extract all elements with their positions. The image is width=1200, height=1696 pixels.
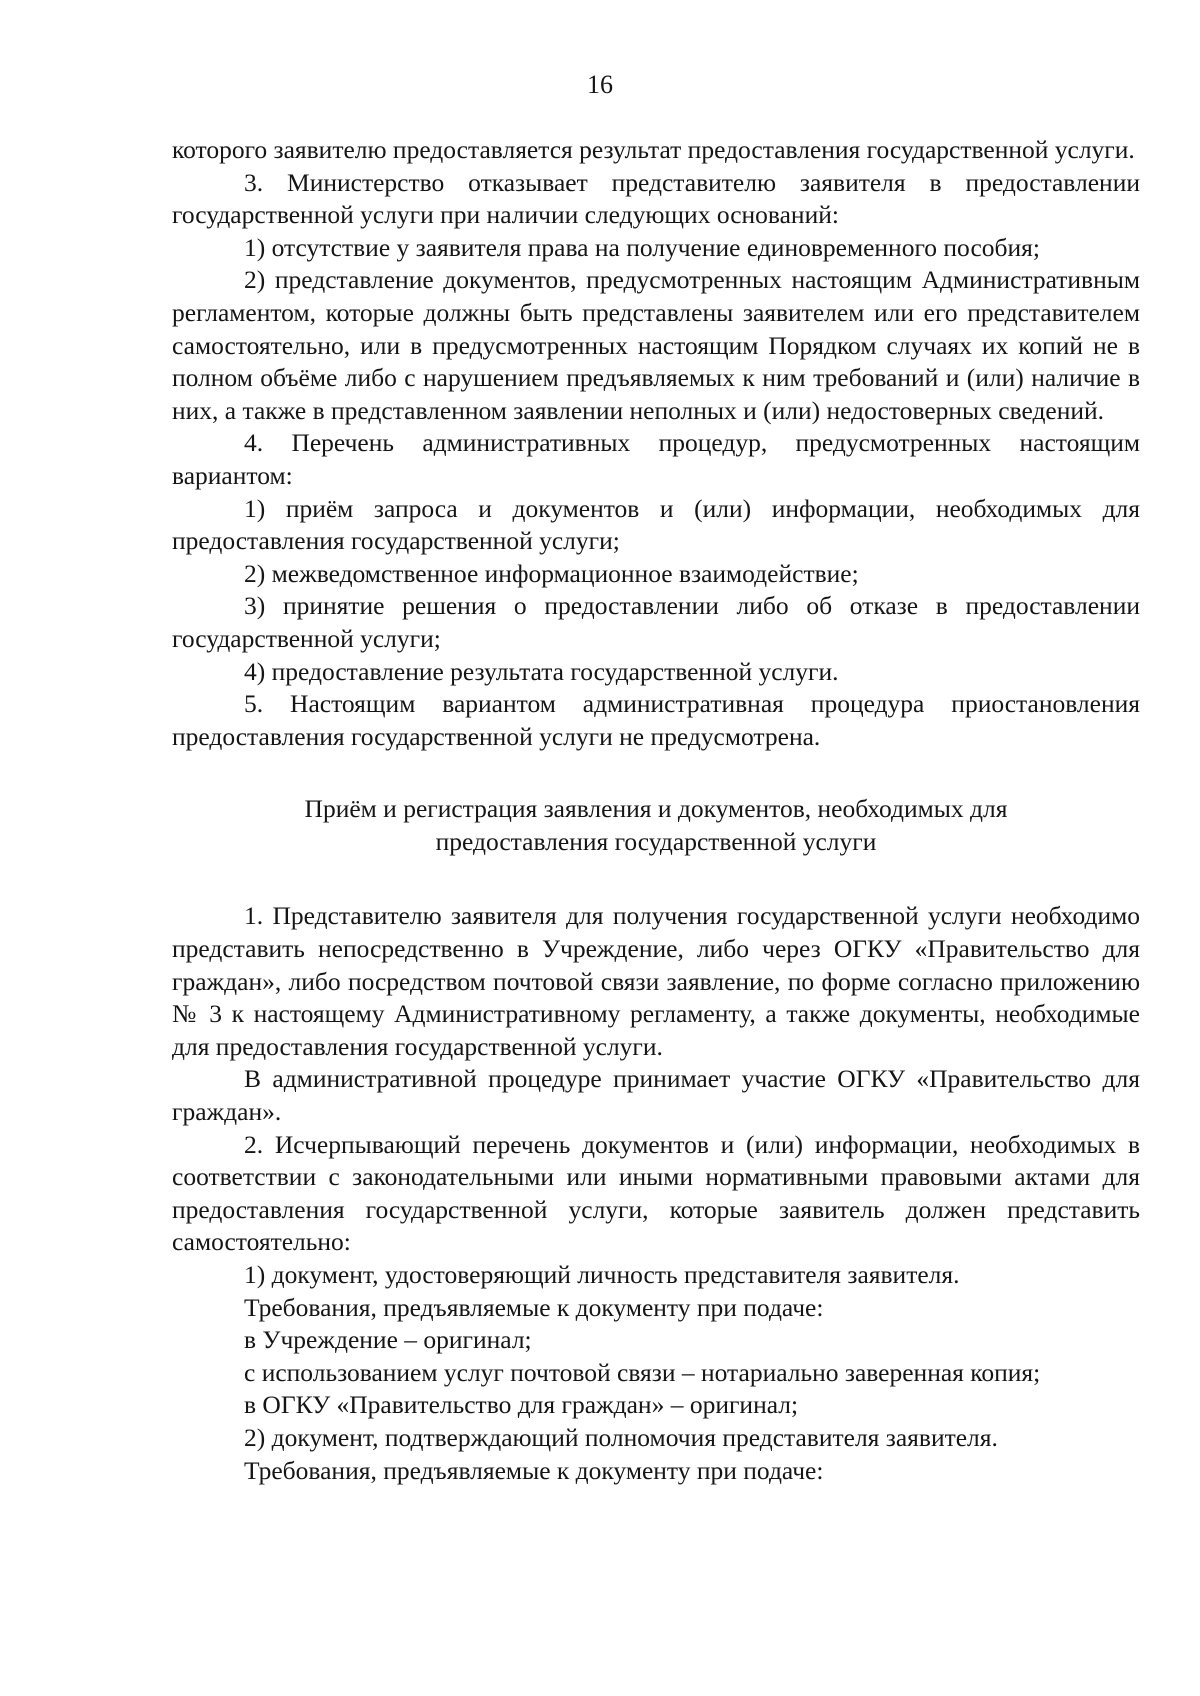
paragraph-refusal-grounds: 3. Министерство отказывает представителю заявителя в предоставлении государственной услуги при наличии следующих оснований: <box>172 167 1140 230</box>
requirement-ogku: в ОГКУ «Правительство для граждан» – оригинал; <box>244 1390 799 1420</box>
section-heading-line-1: Приём и регистрация заявления и документов, необходимых для <box>304 794 1008 824</box>
section-heading-line-2: предоставления государственной услуги <box>435 826 877 856</box>
section-heading <box>212 793 1100 858</box>
procedure-item-1: 1) приём запроса и документов и (или) информации, необходимых для предоставления государственной услуги; <box>172 493 1140 556</box>
page-number: 16 <box>587 70 613 99</box>
refusal-ground-1: 1) отсутствие у заявителя права на получение единовременного пособия; <box>244 232 1040 262</box>
requirements-label-2: Требования, предъявляемые к документу при подаче: <box>244 1455 824 1485</box>
document-body <box>172 134 1140 1487</box>
paragraph-participation: В административной процедуре принимает участие ОГКУ «Правительство для граждан». <box>172 1064 1140 1127</box>
paragraph-continuation: которого заявителю предоставляется результат предоставления государственной услуги. <box>172 135 1135 164</box>
paragraph-submission: 1. Представителю заявителя для получения государственной услуги необходимо представить непосредственно в Учреждение, либо через ОГКУ «Правительство для граждан», либо посредством почтовой связи заявление, по форме согласно приложению № 3 к настоящему Административному регламенту, а также документы, необходимые для предоставления государственной услуги. <box>172 901 1140 1061</box>
requirements-label-1: Требования, предъявляемые к документу при подаче: <box>244 1292 824 1322</box>
procedure-item-4: 4) предоставление результата государственной услуги. <box>244 656 839 686</box>
requirement-institution: в Учреждение – оригинал; <box>244 1325 532 1355</box>
refusal-ground-2: 2) представление документов, предусмотренных настоящим Административным регламентом, которые должны быть представлены заявителем или его представителем самостоятельно, или в предусмотренных настоящим Порядком случаях их копий не в полном объёме либо с нарушением предъявляемых к ним требований и (или) наличие в них, а также в представленном заявлении неполных и (или) недостоверных сведений. <box>172 265 1140 425</box>
procedure-item-2: 2) межведомственное информационное взаимодействие; <box>244 558 859 588</box>
document-item-1: 1) документ, удостоверяющий личность представителя заявителя. <box>244 1260 960 1289</box>
procedure-item-3: 3) принятие решения о предоставлении либо об отказе в предоставлении государственной услуги; <box>172 591 1140 653</box>
paragraph-documents-list: 2. Исчерпывающий перечень документов и (или) информации, необходимых в соответствии с законодательными или иными нормативными правовыми актами для предоставления государственной услуги, которые заявитель должен представить самостоятельно: <box>172 1129 1140 1257</box>
document-item-2: 2) документ, подтверждающий полномочия представителя заявителя. <box>244 1422 998 1452</box>
paragraph-procedures-list: 4. Перечень административных процедур, предусмотренных настоящим вариантом: <box>172 428 1140 490</box>
paragraph-suspension: 5. Настоящим вариантом административная процедура приостановления предоставления государственной услуги не предусмотрена. <box>172 689 1140 751</box>
requirement-postal: с использованием услуг почтовой связи – нотариально заверенная копия; <box>244 1357 1041 1387</box>
